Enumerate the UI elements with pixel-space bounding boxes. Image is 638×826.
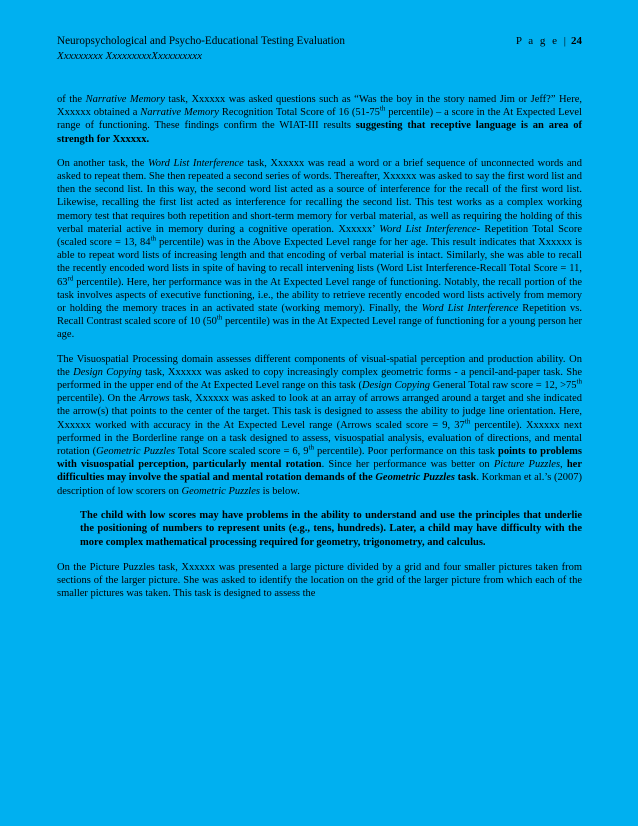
paragraph-narrative-memory: of the Narrative Memory task, Xxxxxx was asked questions such as “Was the boy in the story named Jim or Jeff?” Here, Xxxxxx obtained a Narrative Memory Recognition Total Score of 16 (51-75th percentile) – a score in the At Expected Level range of functioning. These findings confirm the WIAT-III results suggesting that receptive language is an area of strength for Xxxxxx.	[57, 94, 582, 145]
page-header	[57, 34, 582, 66]
block-quote: The child with low scores may have problems in the ability to understand and use the principles that underlie the positioning of numbers to represent units (e.g., tens, hundreds). Later, a child may have difficulty with the more complex mathematical processing required for geometry, trigonometry, and calculus.	[80, 509, 582, 549]
header-title: Neuropsychological and Psycho-Educational Testing Evaluation	[57, 35, 345, 47]
paragraph-word-list-interference: On another task, the Word List Interference task, Xxxxxx was read a word or a brief sequence of unconnected words and asked to repeat them. She then repeated a second series of words. Thereafter, Xxxxxx was asked to say the first word list and then the second list. In this way, the second word list acted as a source of interference for the recall of the first word list. Likewise, recalling the first list acted as interference for recalling the second list. This test works as a complex working memory test that requires both repetition and short-term memory for verbal material, as well as requiring the holding of this verbal material active in memory during a cognitive operation. Xxxxxx’ Word List Interference- Repetition Total Score (scaled score = 13, 84th percentile) was in the Above Expected Level range for her age. This result indicates that Xxxxxx is able to repeat word lists of increasing length and that encoding of verbal material is intact. Similarly, she was able to recall the recently encoded word lists in spite of having to recall intervening lists (Word List Interference-Recall Total Score = 11, 63rd percentile). Here, her performance was in the At Expected Level range of functioning. Notably, the recall portion of the task involves aspects of executive functioning, i.e., the ability to retrieve recently encoded word lists actively from memory or holding the memory traces in an activated state (working memory). Finally, the Word List Interference Repetition vs. Recall Contrast scaled score of 10 (50th percentile) was in the At Expected Level range of functioning for a young person her age.	[57, 157, 583, 341]
document-body	[57, 93, 582, 611]
page-number-box	[516, 34, 582, 49]
paragraph-visuospatial-processing: The Visuospatial Processing domain assesses different components of visual-spatial perception and production ability. On the Design Copying task, Xxxxxx was asked to copy increasingly complex geometric forms - a pencil-and-paper task. She performed in the upper end of the At Expected Level range on this task (Design Copying General Total raw score = 12, >75th percentile). On the Arrows task, Xxxxxx was asked to look at an array of arrows arranged around a target and she indicated the arrow(s) that points to the center of the target. This task is designed to assess the ability to judge line orientation. Here, Xxxxxx worked with accuracy in the At Expected Level range (Arrows scaled score = 9, 37th percentile). Xxxxxx next performed in the Borderline range on a task designed to assess, visuospatial analysis, evaluation of directions, and mental rotation (Geometric Puzzles Total Score scaled score = 6, 9th percentile). Poor performance on this task points to problems with visuospatial perception, particularly mental rotation. Since her performance was better on Picture Puzzles, her difficulties may involve the spatial and mental rotation demands of the Geometric Puzzles task. Korkman et al.’s (2007) description of low scorers on Geometric Puzzles is below.	[57, 353, 583, 497]
header-subtitle: Xxxxxxxxx XxxxxxxxxXxxxxxxxxx	[57, 50, 202, 62]
page-label: P a g e |	[515, 35, 568, 47]
page-number: 24	[571, 35, 582, 47]
paragraph-picture-puzzles: On the Picture Puzzles task, Xxxxxx was presented a large picture divided by a grid and four smaller pictures taken from sections of the larger picture. She was asked to identify the location on the grid of the larger picture from which each of the smaller pictures was taken. This task is designed to assess the	[57, 561, 582, 600]
